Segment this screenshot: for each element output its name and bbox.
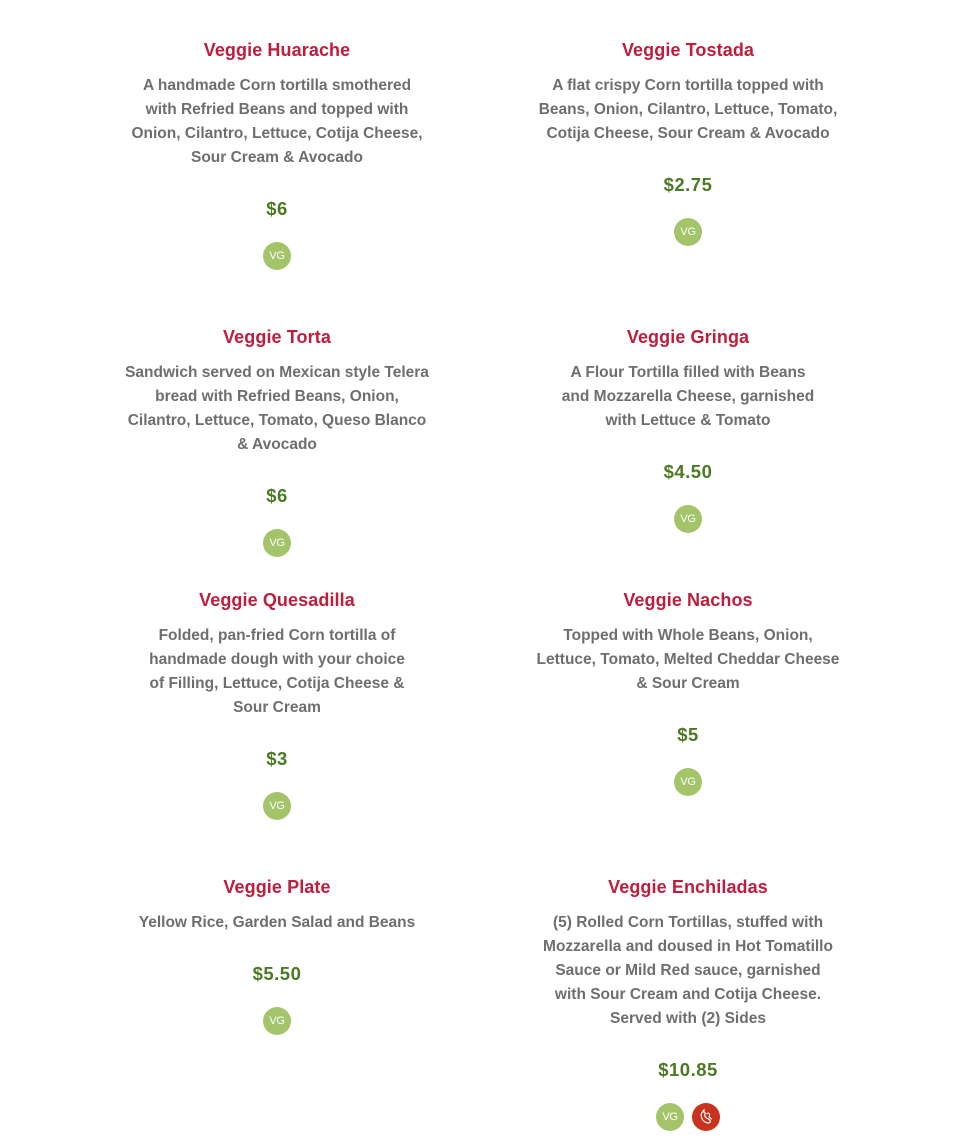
item-name: Veggie Plate [223, 877, 331, 897]
menu-item [122, 324, 432, 557]
badge-row [533, 768, 843, 796]
item-description: A handmade Corn tortilla smothered with Refried Beans and topped with Onion, Cilantro, Lettuce, Cotija Cheese, Sour Cream & Avocado [131, 77, 423, 166]
item-description: A flat crispy Corn tortilla topped with Beans, Onion, Cilantro, Lettuce, Tomato, Cotija Cheese, Sour Cream & Avocado [538, 77, 838, 142]
menu-item [122, 874, 432, 1035]
badge-row [122, 1007, 432, 1035]
vegetarian-badge: VG [674, 218, 702, 246]
item-name: Veggie Torta [223, 327, 331, 347]
badge-row [533, 505, 843, 533]
menu-item [533, 324, 843, 533]
item-price: $2.75 [663, 174, 713, 195]
menu-item [122, 37, 432, 270]
item-description: (5) Rolled Corn Tortillas, stuffed with Mozzarella and doused in Hot Tomatillo Sauce or Mild Red sauce, garnished with Sour Cream and Cotija Cheese. Served with (2) Sides [543, 914, 833, 1027]
menu-item [122, 587, 432, 820]
item-name: Veggie Quesadilla [199, 590, 355, 610]
item-name: Veggie Tostada [621, 40, 755, 60]
badge-row [122, 792, 432, 820]
item-description: A Flour Tortilla filled with Beans and Mozzarella Cheese, garnished with Lettuce & Tomato [561, 364, 815, 429]
item-description: Yellow Rice, Garden Salad and Beans [138, 914, 416, 931]
item-description: Topped with Whole Beans, Onion, Lettuce, Tomato, Melted Cheddar Cheese & Sour Cream [536, 627, 840, 692]
item-price: $6 [266, 198, 288, 219]
vegetarian-badge: VG [263, 242, 291, 270]
vegetarian-badge: VG [263, 1007, 291, 1035]
item-price: $6 [266, 485, 288, 506]
item-price: $10.85 [658, 1059, 718, 1080]
badge-row [122, 529, 432, 557]
menu-item [533, 37, 843, 246]
badge-row [122, 242, 432, 270]
vegetarian-badge: VG [674, 505, 702, 533]
item-description: Sandwich served on Mexican style Telera bread with Refried Beans, Onion, Cilantro, Lettuce, Tomato, Queso Blanco & Avocado [125, 364, 429, 453]
vegetarian-badge: VG [263, 529, 291, 557]
item-price: $5 [677, 724, 699, 745]
spicy-pepper-icon [692, 1103, 720, 1131]
item-name: Veggie Gringa [626, 327, 750, 347]
item-price: $3 [266, 748, 288, 769]
chili-pepper-icon [697, 1108, 715, 1126]
item-price: $5.50 [252, 963, 302, 984]
vegetarian-badge: VG [674, 768, 702, 796]
vegetarian-badge: VG [656, 1103, 684, 1131]
item-description: Folded, pan-fried Corn tortilla of handmade dough with your choice of Filling, Lettuce, Cotija Cheese & Sour Cream [149, 627, 405, 716]
badge-row [533, 1103, 843, 1131]
vegetarian-badge: VG [263, 792, 291, 820]
item-name: Veggie Enchiladas [608, 877, 768, 897]
item-name: Veggie Nachos [623, 590, 753, 610]
menu-item [533, 874, 843, 1131]
item-price: $4.50 [663, 461, 713, 482]
item-name: Veggie Huarache [203, 40, 351, 60]
badge-row [533, 218, 843, 246]
menu-item [533, 587, 843, 796]
